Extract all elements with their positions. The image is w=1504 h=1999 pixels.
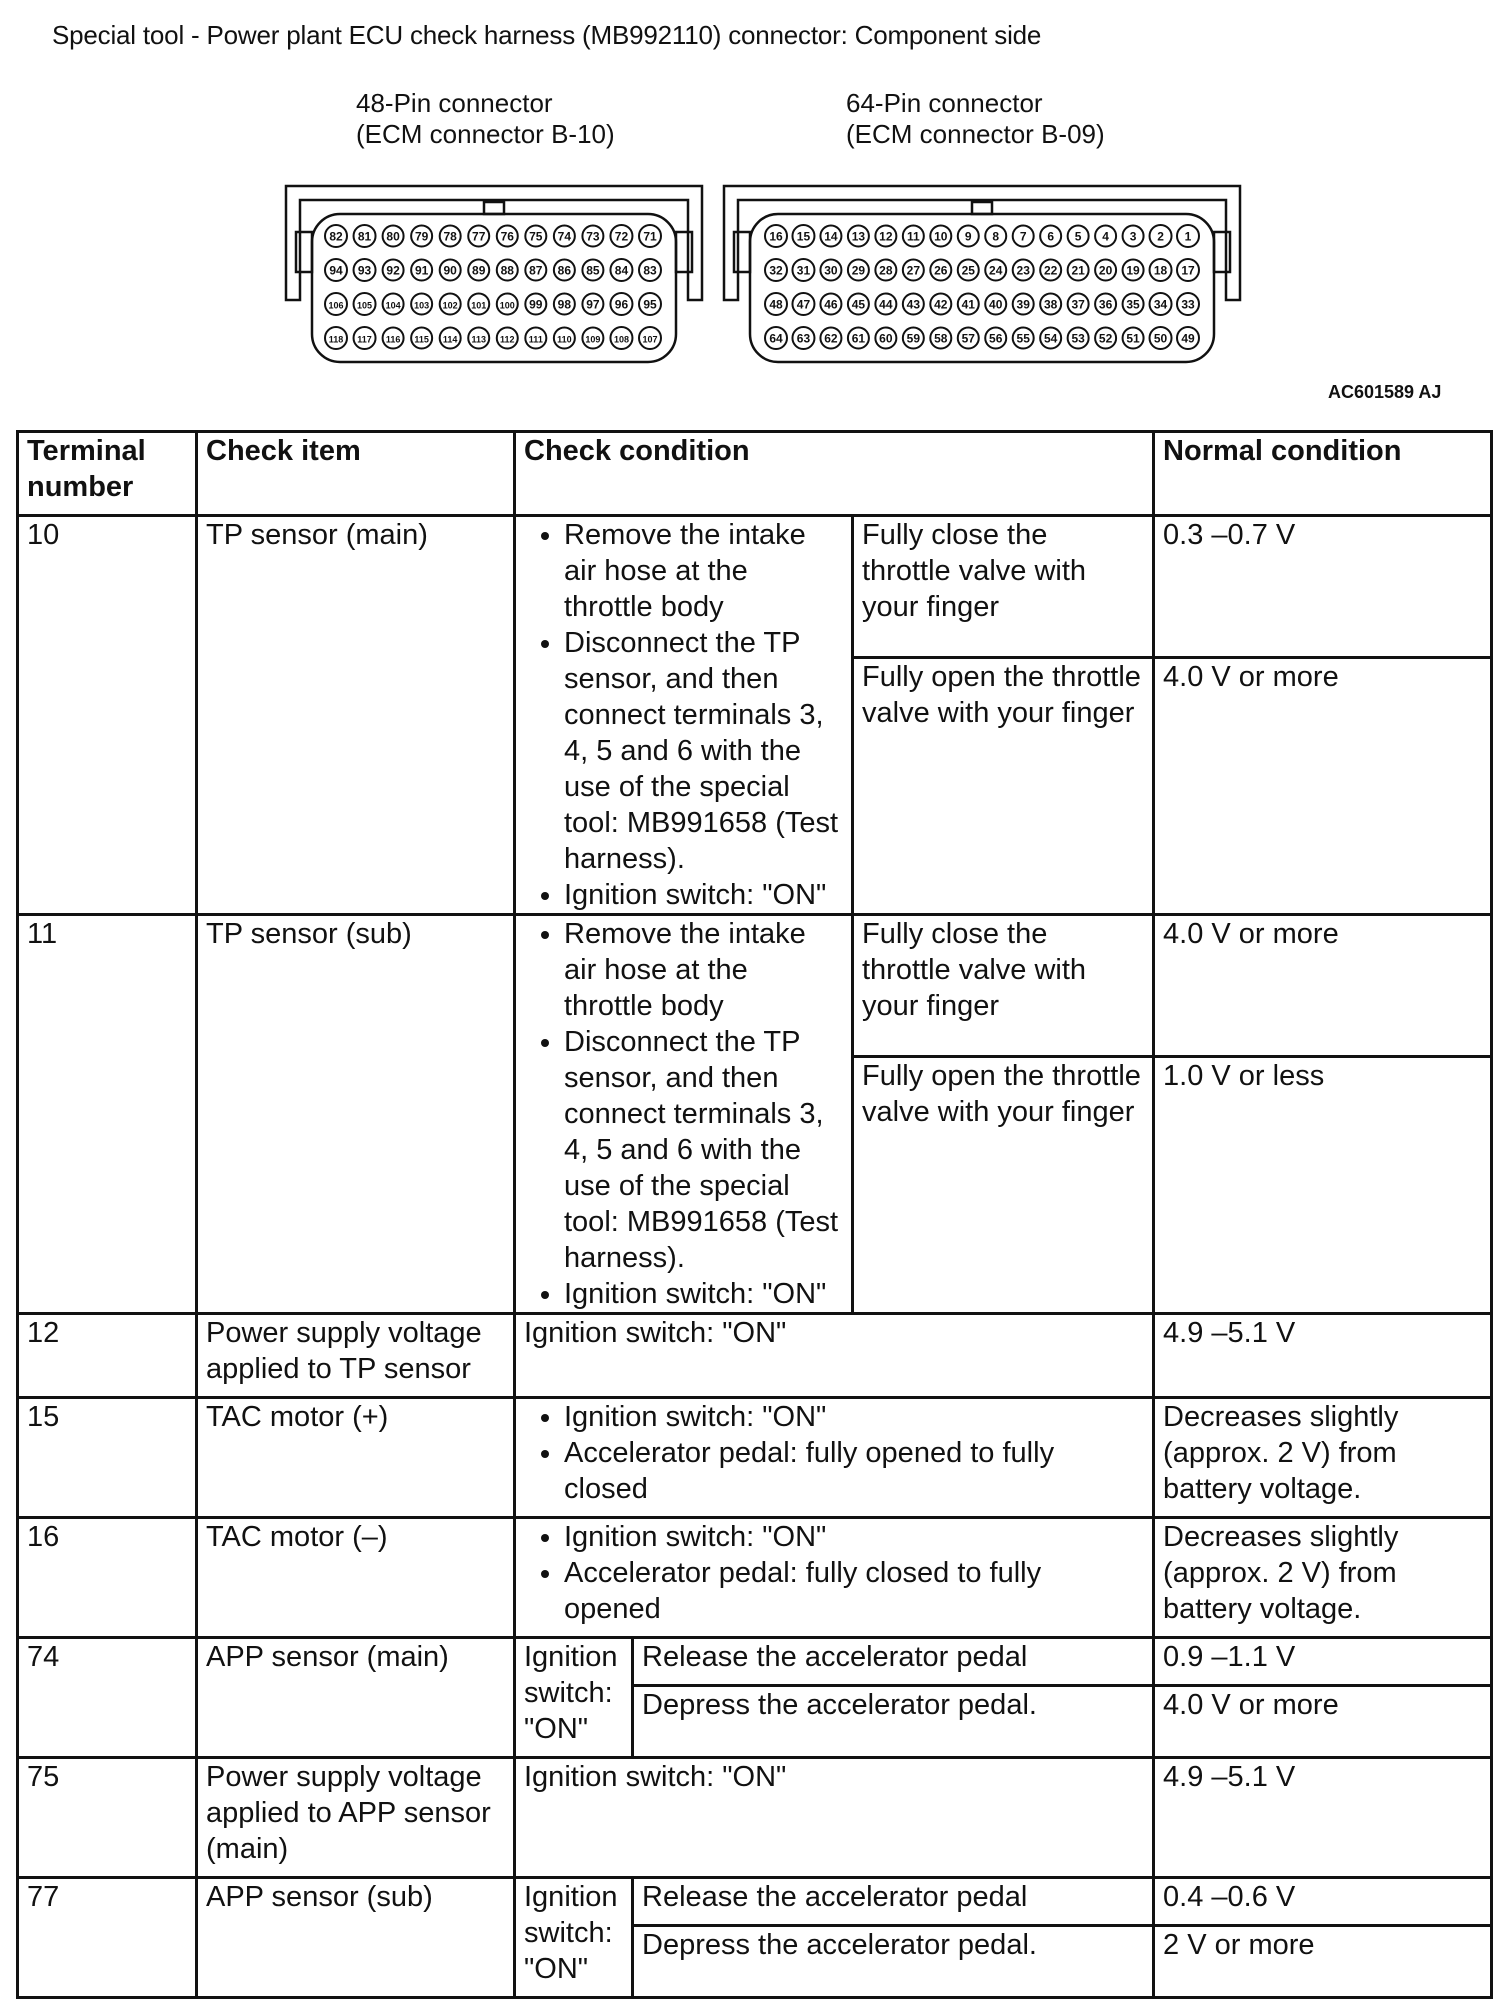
normal-condition-cell: 2 V or more	[1154, 1926, 1492, 1998]
sub-condition-cell: Depress the accelerator pedal.	[633, 1686, 1154, 1758]
connector-64-pin-label: 9	[964, 229, 972, 244]
connector-64-pin-label: 54	[1043, 331, 1058, 346]
connector-64-pin-label: 34	[1153, 297, 1168, 312]
sub-condition-cell: Release the accelerator pedal	[633, 1878, 1154, 1926]
connector-48-pin-label: 92	[386, 263, 400, 278]
connector-48-pin-label: 107	[642, 334, 658, 345]
connector-48-pin-label: 87	[529, 263, 543, 278]
connector-48-pin-label: 84	[614, 263, 629, 278]
connector-64-pin-label: 31	[796, 263, 811, 278]
terminal-cell: 75	[18, 1758, 197, 1878]
check-step: • Remove the intake air hose at the throttle body	[564, 517, 843, 625]
connector-64-pin-label: 40	[989, 297, 1003, 312]
connector-64-pin-label: 3	[1129, 229, 1137, 244]
table-row	[18, 1518, 1492, 1638]
connector-64-pin-label: 27	[906, 263, 921, 278]
check-steps-cell	[515, 1398, 1154, 1518]
connector-48-pin-label: 110	[557, 334, 572, 345]
check-step: • Disconnect the TP sensor, and then connect terminals 3, 4, 5 and 6 with the use of the special tool: MB991658 (Test harness).	[564, 1024, 843, 1276]
check-steps-cell	[515, 915, 853, 1314]
sub-condition-cell: Fully open the throttle valve with your finger	[853, 657, 1154, 914]
ignition-condition-cell: Ignition switch: "ON"	[515, 1878, 633, 1998]
connector-64-pin-label: 60	[879, 331, 893, 346]
check-condition-cell: Ignition switch: "ON"	[515, 1314, 1154, 1398]
check-item-cell: TP sensor (sub)	[197, 915, 515, 1314]
connector-48-pin-label: 103	[414, 300, 430, 311]
connector-48-pin-label: 109	[585, 334, 601, 345]
connector-64-pin-label: 58	[934, 331, 948, 346]
check-item-cell: TAC motor (–)	[197, 1518, 515, 1638]
connector-64-pin-label: 21	[1071, 263, 1085, 278]
connector-64-pin-label: 55	[1016, 331, 1030, 346]
connector-48-pin-label: 94	[329, 263, 343, 278]
check-steps-list	[524, 1399, 1144, 1507]
connector-48-pin-label: 113	[471, 334, 486, 345]
connector-64-pin-label: 23	[1016, 263, 1030, 278]
connector-64-pin-label: 6	[1047, 229, 1055, 244]
connector-48-pin-label: 72	[614, 229, 629, 244]
connector-48-pin-label: 86	[557, 263, 572, 278]
connector-64-pin-label: 18	[1153, 263, 1168, 278]
connector-48-sub: (ECM connector B-10)	[356, 119, 615, 149]
connector-48-pin-label: 83	[643, 263, 657, 278]
connector-64-pin-label: 63	[796, 331, 811, 346]
connector-48-pin-label: 88	[500, 263, 514, 278]
connector-48-pin-label: 77	[472, 229, 486, 244]
connector-64-pin-label: 43	[906, 297, 921, 312]
terminal-cell: 16	[18, 1518, 197, 1638]
connector-64-pin-label: 28	[879, 263, 893, 278]
connector-64-pin-label: 20	[1098, 263, 1113, 278]
connector-64-pin-label: 61	[851, 331, 866, 346]
connector-48-pin-label: 82	[329, 229, 343, 244]
connector-64-pin-label: 64	[769, 331, 783, 346]
connector-64-pin-label: 17	[1181, 263, 1195, 278]
connector-48-pin-label: 111	[528, 334, 543, 345]
check-step: • Ignition switch: "ON"	[564, 1519, 1144, 1555]
connector-64-pin-label: 16	[769, 229, 783, 244]
sub-condition-cell: Release the accelerator pedal	[633, 1638, 1154, 1686]
header-terminal: Terminal number	[18, 432, 197, 516]
connector-48-pin-label: 114	[442, 334, 458, 345]
ignition-condition-cell: Ignition switch: "ON"	[515, 1638, 633, 1758]
connector-64-pin-label: 13	[851, 229, 866, 244]
connector-64-pin-label: 59	[906, 331, 921, 346]
connector-64-pin-label: 4	[1102, 229, 1109, 244]
connector-64-pin-label: 19	[1126, 263, 1140, 278]
connector-48-pin-label: 101	[471, 300, 487, 311]
connector-64-pin-label: 26	[934, 263, 948, 278]
connector-64-pin-label: 2	[1157, 229, 1164, 244]
normal-condition-cell: 0.4 –0.6 V	[1154, 1878, 1492, 1926]
connector-48-pin-label: 81	[357, 229, 372, 244]
connector-64-pin-label: 42	[934, 297, 948, 312]
check-step: • Ignition switch: "ON"	[564, 1399, 1144, 1435]
header-check-condition: Check condition	[515, 432, 1154, 516]
connector-48-pin-label: 106	[328, 300, 344, 311]
table-row	[18, 516, 1492, 658]
normal-condition-cell: 4.0 V or more	[1154, 1686, 1492, 1758]
normal-condition-cell: 1.0 V or less	[1154, 1056, 1492, 1313]
connector-48-pin-label: 96	[614, 297, 629, 312]
check-steps-list	[524, 916, 843, 1312]
connector-64-pin-label: 22	[1043, 263, 1058, 278]
connector-64-pin-label: 33	[1181, 297, 1195, 312]
terminal-cell: 15	[18, 1398, 197, 1518]
table-row	[18, 915, 1492, 1057]
connector-48-pin-label: 108	[613, 334, 629, 345]
connector-64-pin-label: 49	[1181, 331, 1195, 346]
normal-condition-cell: 4.0 V or more	[1154, 657, 1492, 914]
check-item-cell: Power supply voltage applied to TP sensor	[197, 1314, 515, 1398]
table-row	[18, 1758, 1492, 1878]
connector-48-pin-label: 102	[442, 300, 458, 311]
connector-48-pin-label: 79	[414, 229, 429, 244]
terminal-cell: 11	[18, 915, 197, 1314]
terminal-cell: 74	[18, 1638, 197, 1758]
connector-64-pin-label: 44	[879, 297, 893, 312]
header-check-item: Check item	[197, 432, 515, 516]
connector-48-pin-label: 76	[500, 229, 514, 244]
connector-48-pin-label: 95	[643, 297, 657, 312]
connector-64-pin-label: 36	[1098, 297, 1113, 312]
check-item-cell: APP sensor (sub)	[197, 1878, 515, 1998]
connector-64-pin-label: 15	[796, 229, 811, 244]
connector-48-pin-label: 78	[443, 229, 457, 244]
check-step: • Accelerator pedal: fully closed to fully opened	[564, 1555, 1144, 1627]
connector-64-pin-label: 32	[769, 263, 783, 278]
connector-64-pin-label: 7	[1019, 229, 1027, 244]
connector-64-pin-label: 52	[1098, 331, 1113, 346]
sub-condition-cell: Depress the accelerator pedal.	[633, 1926, 1154, 1998]
normal-condition-cell: 0.3 –0.7 V	[1154, 516, 1492, 658]
normal-condition-cell: 4.9 –5.1 V	[1154, 1758, 1492, 1878]
connector-64-pin-label: 57	[961, 331, 975, 346]
terminal-cell: 10	[18, 516, 197, 915]
connector-64-pins	[765, 225, 1199, 349]
connector-64-pin-label: 53	[1071, 331, 1085, 346]
check-condition-cell: Ignition switch: "ON"	[515, 1758, 1154, 1878]
connector-48-pin-label: 112	[500, 334, 515, 345]
check-steps-list	[524, 1519, 1144, 1627]
connector-64-pin-label: 37	[1071, 297, 1085, 312]
check-item-cell: Power supply voltage applied to APP sensor (main)	[197, 1758, 515, 1878]
table-row	[18, 1638, 1492, 1686]
connector-48-pin-label: 115	[414, 334, 429, 345]
check-step: • Disconnect the TP sensor, and then connect terminals 3, 4, 5 and 6 with the use of the special tool: MB991658 (Test harness).	[564, 625, 843, 877]
check-steps-cell	[515, 516, 853, 915]
table-row	[18, 1314, 1492, 1398]
connector-64-pin-label: 5	[1074, 229, 1082, 244]
connector-48-pin-label: 118	[328, 334, 344, 345]
connector-48-pin-label: 105	[357, 300, 373, 311]
connector-48-pin-label: 98	[557, 297, 572, 312]
connector-48-pin-label: 91	[414, 263, 429, 278]
check-steps-cell	[515, 1518, 1154, 1638]
connector-64-pin-label: 41	[961, 297, 975, 312]
figure-id: AC601589 AJ	[1328, 382, 1442, 402]
connector-48-pin-label: 117	[357, 334, 372, 345]
connector-64-name: 64-Pin connector	[846, 88, 1043, 118]
connector-48-pin-label: 97	[586, 297, 600, 312]
connector-48-pin-label: 74	[557, 229, 572, 244]
connector-64-pin-label: 39	[1016, 297, 1030, 312]
normal-condition-cell: 4.9 –5.1 V	[1154, 1314, 1492, 1398]
connector-48-pin-label: 93	[357, 263, 372, 278]
connector-64-pin-label: 25	[961, 263, 975, 278]
connector-64-pin-label: 12	[879, 229, 893, 244]
check-item-cell: TAC motor (+)	[197, 1398, 515, 1518]
connector-48-name: 48-Pin connector	[356, 88, 553, 118]
connector-64-pin-label: 45	[851, 297, 866, 312]
table-header-row	[18, 432, 1492, 516]
connector-64-pin-label: 1	[1184, 229, 1192, 244]
header-normal-condition: Normal condition	[1154, 432, 1492, 516]
table-row	[18, 1878, 1492, 1926]
sub-condition-cell: Fully close the throttle valve with your finger	[853, 516, 1154, 658]
normal-condition-cell: 0.9 –1.1 V	[1154, 1638, 1492, 1686]
normal-condition-cell: 4.0 V or more	[1154, 915, 1492, 1057]
connector-64-pin-label: 46	[824, 297, 838, 312]
check-item-cell: APP sensor (main)	[197, 1638, 515, 1758]
connector-64-pin-label: 14	[824, 229, 838, 244]
connector-64-pin-label: 30	[824, 263, 838, 278]
connector-64-sub: (ECM connector B-09)	[846, 119, 1105, 149]
normal-condition-cell: Decreases slightly (approx. 2 V) from battery voltage.	[1154, 1518, 1492, 1638]
terminal-cell: 77	[18, 1878, 197, 1998]
connector-64-pin-label: 38	[1043, 297, 1058, 312]
connector-64-pin-label: 11	[906, 229, 920, 244]
connector-48-pin-label: 75	[529, 229, 543, 244]
connector-48-pin-label: 100	[499, 300, 515, 311]
check-step: • Accelerator pedal: fully opened to fully closed	[564, 1435, 1144, 1507]
normal-condition-cell: Decreases slightly (approx. 2 V) from battery voltage.	[1154, 1398, 1492, 1518]
connector-64-pin-label: 51	[1126, 331, 1140, 346]
check-step: • Ignition switch: "ON"	[564, 877, 843, 913]
connector-48-pin-label: 104	[385, 300, 401, 311]
connector-48-pin-label: 85	[586, 263, 600, 278]
connector-64-pin-label: 62	[824, 331, 838, 346]
terminal-cell: 12	[18, 1314, 197, 1398]
connector-64-pin-label: 35	[1126, 297, 1140, 312]
connector-64-pin-label: 29	[851, 263, 866, 278]
connector-64-pin-label: 50	[1153, 331, 1168, 346]
sub-condition-cell: Fully close the throttle valve with your finger	[853, 915, 1154, 1057]
connector-64-pin-label: 56	[989, 331, 1003, 346]
check-table	[16, 430, 1493, 1999]
connector-48-pin-label: 116	[385, 334, 401, 345]
connector-64-pin-label: 24	[989, 263, 1003, 278]
connector-64-pin-label: 10	[934, 229, 948, 244]
table-row	[18, 1398, 1492, 1518]
check-steps-list	[524, 517, 843, 913]
connector-64-pin-label: 48	[769, 297, 783, 312]
connector-48-pin-label: 99	[529, 297, 543, 312]
connector-48-pin-label: 73	[586, 229, 600, 244]
connector-48-pins	[325, 225, 661, 349]
connector-48-pin-label: 90	[443, 263, 457, 278]
connector-64-pin-label: 47	[796, 297, 811, 312]
connector-diagram	[0, 0, 1504, 400]
check-step: • Ignition switch: "ON"	[564, 1276, 843, 1312]
check-item-cell: TP sensor (main)	[197, 516, 515, 915]
connector-64-pin-label: 8	[992, 229, 1000, 244]
connector-48-pin-label: 80	[386, 229, 400, 244]
sub-condition-cell: Fully open the throttle valve with your finger	[853, 1056, 1154, 1313]
connector-48-pin-label: 71	[643, 229, 657, 244]
figure-caption: Special tool - Power plant ECU check harness (MB992110) connector: Component side	[52, 20, 1042, 50]
check-step: • Remove the intake air hose at the throttle body	[564, 916, 843, 1024]
connector-48-pin-label: 89	[472, 263, 486, 278]
